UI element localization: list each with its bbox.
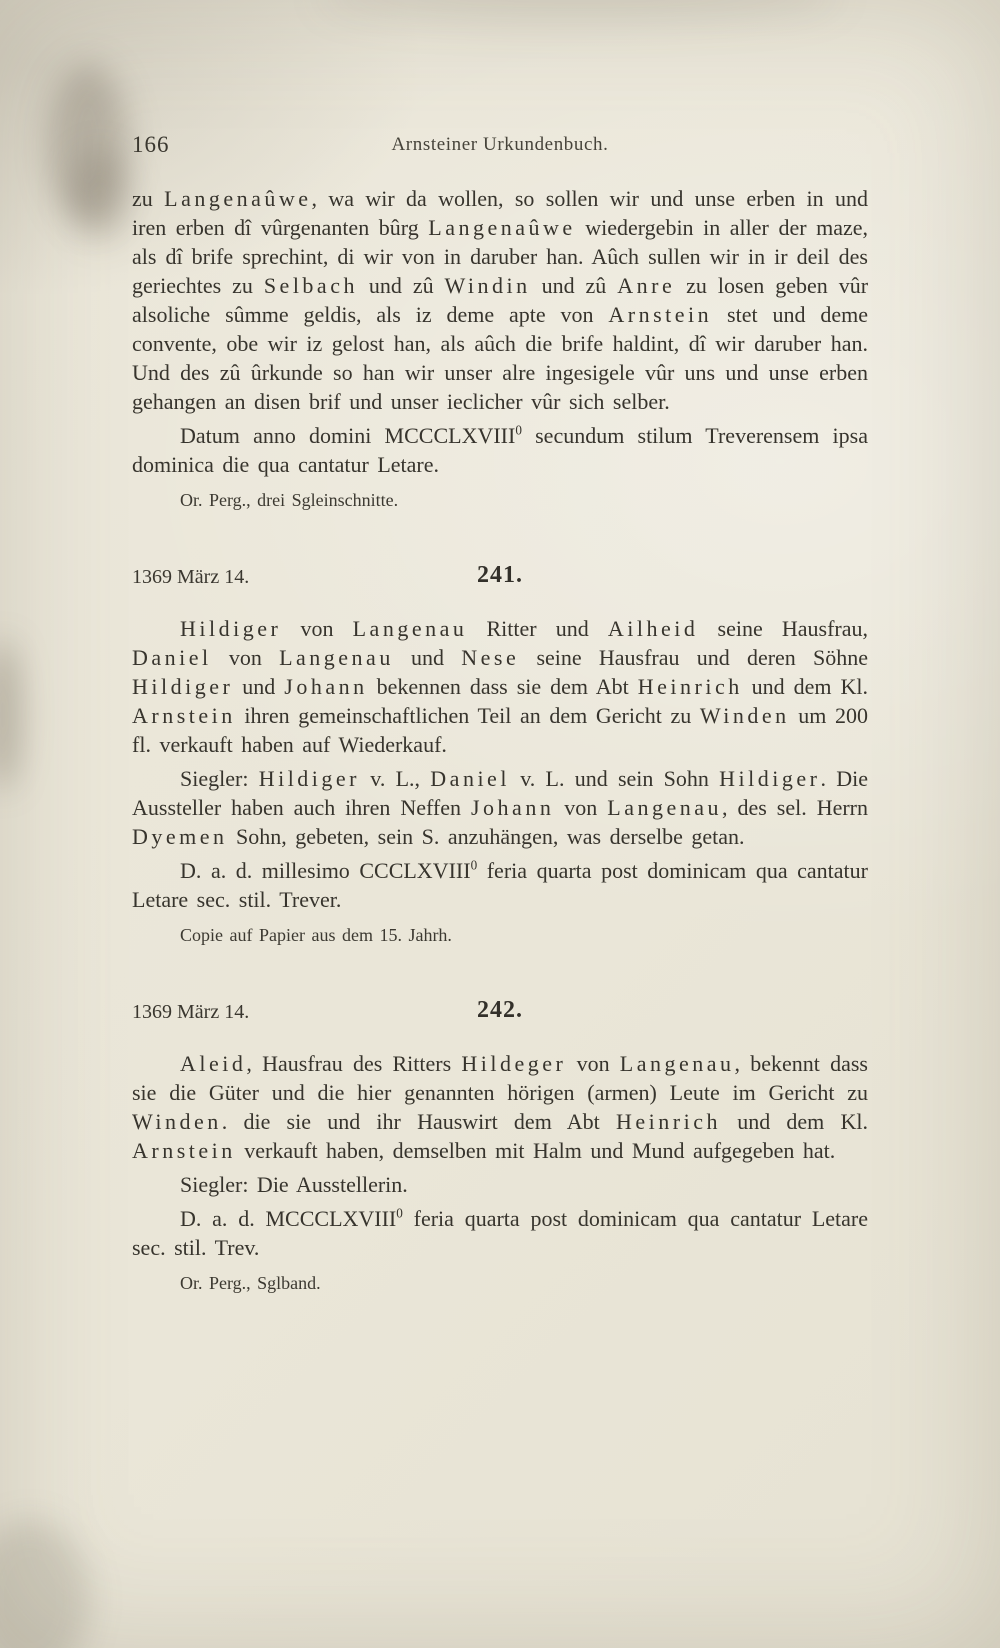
text-segment: und dem Kl. [720, 1108, 868, 1134]
paragraph [132, 764, 868, 851]
spaced-name: Hildiger [258, 765, 361, 791]
text-segment: D. a. d. MCCCLXVIII [180, 1205, 397, 1231]
text-segment: Or. Perg., drei Sgleinschnitte. [180, 490, 399, 511]
text-segment: und zû [530, 273, 618, 299]
entry-number: 242. [477, 996, 523, 1023]
text-segment: , wa wir da wollen, so sollen wir und unse erben in und iren erben dî vûrgenanten bûrg [132, 186, 869, 241]
spaced-name: Anre [617, 273, 676, 299]
text-segment: und dem Kl. [742, 673, 868, 699]
spaced-name: Hildeger [461, 1050, 567, 1076]
paragraph [132, 856, 868, 914]
text-segment: und [393, 644, 462, 670]
entry-date: 1369 März 14. [132, 565, 250, 588]
text-segment: verkauft haben, demselben mit Halm und Mund aufgegeben hat. [235, 1137, 836, 1163]
text-segment: ihren gemeinschaftlichen Teil an dem Gericht zu [235, 702, 700, 728]
text-segment: feria quarta post dominicam qua cantatur Letare sec. stil. Trev. [132, 1205, 868, 1260]
source-note [132, 1272, 868, 1295]
text-segment: seine Hausfrau, [698, 615, 868, 641]
paper-stain [320, 0, 840, 20]
spaced-name: Daniel [132, 644, 212, 670]
text-segment: Or. Perg., Sglband. [180, 1272, 321, 1293]
text-segment: , Hausfrau des Ritters [246, 1050, 462, 1076]
spaced-name: Winden [699, 702, 790, 728]
entry-heading [132, 997, 868, 1027]
source-note [132, 924, 868, 947]
text-segment: , bekennt dass sie die Güter und die hier genannten hörigen (armen) Leute im Gericht zu [132, 1050, 868, 1105]
text-segment: um 200 fl. verkauft haben auf Wiederkauf. [132, 702, 868, 757]
text-segment: v. L., [360, 765, 431, 791]
text-segment: von [211, 644, 280, 670]
text-segment: bekennen dass sie dem Abt [367, 673, 638, 699]
spaced-name: Aleid [180, 1050, 247, 1076]
spaced-name: Hildiger [180, 615, 282, 641]
text-segment: 0 [470, 857, 478, 873]
spaced-name: Selbach [263, 273, 358, 299]
paper-stain [0, 1520, 90, 1648]
spaced-name: Arnstein [608, 302, 713, 328]
text-segment: und [233, 673, 285, 699]
text-segment: zu losen geben vûr alsoliche sûmme geldis, als iz deme apte von [132, 273, 869, 328]
spaced-name: Langenau [619, 1050, 735, 1076]
paper-stain [48, 64, 128, 224]
paragraph [132, 1170, 868, 1199]
spaced-name: Dyemen [132, 824, 228, 850]
text-segment: von [566, 1050, 620, 1076]
text-segment: von [554, 795, 608, 820]
text-segment: Siegler: Die Ausstellerin. [180, 1171, 408, 1197]
text-segment: Copie auf Papier aus dem 15. Jahrh. [180, 925, 452, 946]
text-segment: D. a. d. millesimo CCCLXVIII [180, 858, 471, 884]
text-segment: Siegler: [180, 765, 259, 791]
spaced-name: Langenau [607, 795, 723, 820]
text-segment: seine Hausfrau und deren Söhne [519, 644, 869, 670]
spaced-name: Heinrich [637, 673, 743, 699]
spaced-name: Arnstein [132, 702, 236, 728]
paragraph [132, 1049, 868, 1165]
paper-stain [70, 150, 130, 240]
paper-stain [0, 640, 20, 790]
text-segment: und zû [357, 273, 445, 299]
text-segment: . die sie und ihr Hauswirt dem Abt [221, 1108, 617, 1134]
text-segment: wiedergebin in aller der maze, als dî brife sprechint, di wir von in daruber han. Aûch sullen wir in ir deil des geriechtes zu [132, 215, 869, 299]
text-segment: feria quarta post dominicam qua cantatur Letare sec. stil. Trever. [132, 858, 868, 913]
text-segment: Ritter und [467, 615, 608, 641]
spaced-name: Hildiger [719, 765, 821, 791]
spaced-name: Ailheid [607, 615, 699, 641]
spaced-name: Johann [284, 673, 368, 699]
text-segment: 0 [515, 422, 522, 438]
running-head [132, 132, 868, 162]
paragraph [132, 184, 868, 416]
spaced-name: Johann [471, 795, 555, 820]
text-segment: stet und deme convente, obe wir iz gelost han, als aûch die brife haldint, dî wir daruber han. Und des zû ûrkunde so han wir unser alre ingesigele vûr uns und unse erben gehangen an disen brif und unser ieclicher vûr sich selber. [132, 302, 868, 415]
spaced-name: Arnstein [132, 1137, 236, 1163]
text-segment: 0 [396, 1205, 403, 1221]
text-segment: zu [132, 186, 165, 211]
entry-heading [132, 562, 868, 592]
source-note [132, 489, 868, 512]
spaced-name: Nese [461, 644, 520, 670]
text-segment: . Die Aussteller haben auch ihren Neffen [132, 765, 869, 820]
text-block [132, 184, 868, 1294]
page-number: 166 [132, 132, 170, 157]
spaced-name: Daniel [430, 765, 510, 791]
spaced-name: Langenaûwe [428, 215, 576, 241]
running-title: Arnsteiner Urkundenbuch. [391, 134, 609, 155]
text-segment: Sohn, gebeten, sein S. anzuhängen, was derselbe getan. [227, 824, 745, 850]
spaced-name: Heinrich [616, 1108, 721, 1134]
paragraph [132, 614, 868, 759]
entry-number: 241. [477, 561, 523, 588]
paragraph [132, 421, 868, 479]
text-segment: Datum anno domini MCCCLXVIII [180, 423, 516, 449]
text-segment: v. L. und sein Sohn [509, 765, 720, 791]
text-segment: secundum stilum Treverensem ipsa dominica die qua cantatur Letare. [132, 423, 868, 478]
text-segment: , des sel. Herrn [722, 795, 869, 820]
spaced-name: Hildiger [132, 673, 234, 699]
entry-date: 1369 März 14. [132, 1000, 250, 1023]
spaced-name: Langenau [352, 615, 468, 641]
spaced-name: Langenaûwe [164, 186, 312, 211]
paragraph [132, 1204, 868, 1262]
spaced-name: Windin [444, 273, 531, 299]
text-segment: von [281, 615, 353, 641]
spaced-name: Winden [132, 1108, 222, 1134]
spaced-name: Langenau [279, 644, 394, 670]
